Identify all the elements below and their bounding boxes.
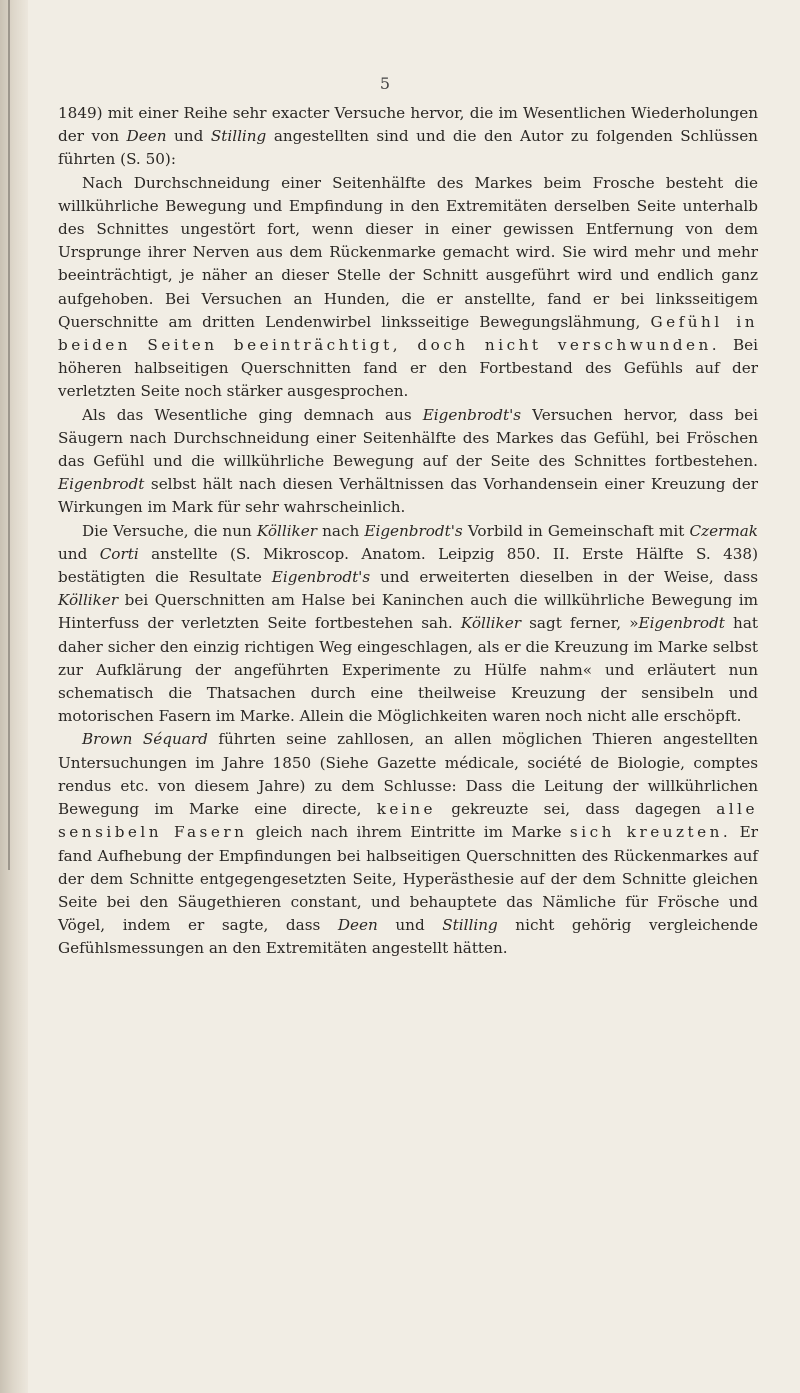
spaced-emphasis: Gefühl in beiden Seiten beeinträchtigt, doch nicht verschwunden. bbox=[58, 312, 758, 355]
italic-name: Kölliker bbox=[256, 521, 318, 540]
text-run: nicht gehörig vergleichende Gefühlsmessungen an den Extremitäten angestellt hätten. bbox=[58, 916, 758, 958]
text-run: 1849) mit einer Reihe sehr exacter Versuche hervor, die im Wesentlichen Wiederholungen der von bbox=[58, 104, 758, 146]
text-run: Er fand Aufhebung der Empfindungen bei halbseitigen Querschnitten des Rückenmarkes auf der dem Schnitte entgegengesetzten Seite, Hyperästhesie auf der dem Schnitte gleichen Seite bei den Säugethieren constant, und behauptete das Nämliche für Frösche und Vögel, indem er sagte, dass bbox=[58, 823, 758, 935]
text-run: und bbox=[377, 916, 443, 935]
text-run: hat daher sicher den einzig richtigen Weg eingeschlagen, als er die Kreuzung im Marke selbst zur Aufklärung der angeführten Experimente zu Hülfe nahm« und erläutert nun schematisch die Thatsachen durch eine theilweise Kreuzung der sensibeln und motorischen Fasern im Marke. Allein die Möglichkeiten waren noch nicht alle erschöpft. bbox=[58, 614, 758, 726]
binding-edge-line bbox=[8, 0, 10, 870]
text-run: nach bbox=[317, 521, 365, 540]
italic-name: Eigenbrodt bbox=[58, 475, 145, 494]
text-run: selbst hält nach diesen Verhältnissen das Vorhandensein einer Kreuzung der Wirkungen im Mark für sehr wahrscheinlich. bbox=[58, 475, 758, 517]
text-run: gleich nach ihrem Eintritte im Marke bbox=[247, 823, 570, 842]
text-run: und erweiterten dieselben in der Weise, dass bbox=[370, 568, 758, 587]
italic-name: Brown Séquard bbox=[82, 730, 208, 749]
spaced-emphasis: alle sensibeln Fasern bbox=[58, 800, 759, 842]
text-run: und bbox=[58, 544, 100, 563]
paragraph bbox=[58, 728, 758, 960]
spaced-emphasis: keine bbox=[376, 800, 437, 819]
text-run: Die Versuche, die nun bbox=[82, 521, 257, 540]
paragraph bbox=[58, 102, 758, 172]
spaced-emphasis: sich kreuzten. bbox=[569, 823, 732, 842]
italic-name: Eigenbrodt bbox=[638, 614, 725, 633]
italic-name: Deen bbox=[337, 916, 378, 935]
text-run: gekreuzte sei, dass dagegen bbox=[436, 800, 717, 819]
text-run: sagt ferner, » bbox=[520, 614, 639, 633]
paragraph bbox=[58, 404, 758, 520]
paragraph bbox=[58, 520, 758, 729]
italic-name: Kölliker bbox=[460, 614, 521, 633]
italic-name: Eigenbrodt's bbox=[422, 405, 522, 424]
italic-name: Eigenbrodt's bbox=[271, 568, 371, 587]
text-run: angestellten sind und die den Autor zu folgenden Schlüssen führten (S. 50): bbox=[58, 127, 758, 169]
page-number: 5 bbox=[379, 74, 391, 93]
italic-name: Stilling bbox=[210, 127, 267, 146]
italic-name: Deen bbox=[126, 127, 167, 146]
body-text bbox=[58, 102, 758, 961]
text-run: Nach Durchschneidung einer Seitenhälfte des Markes beim Frosche besteht die willkührliche Bewegung und Empfindung in den Extremitäten derselben Seite unterhalb des Schnittes ungestört fort, wenn dieser in einer gewissen Entfernung von dem Ursprunge ihrer Nerven aus dem Rückenmarke gemacht wird. Sie wird mehr und mehr beeinträchtigt, je näher an dieser Stelle der Schnitt ausgeführt wird und endlich ganz aufgehoben. Bei Versuchen an Hunden, die er anstellte, fand er bei linksseitigem Querschnitte am dritten Lendenwirbel linksseitige Bewegungslähmung, bbox=[58, 173, 758, 331]
italic-name: Eigenbrodt's bbox=[364, 521, 463, 540]
italic-name: Czermak bbox=[689, 521, 758, 540]
text-run: bei Querschnitten am Halse bei Kaninchen auch die willkührliche Bewegung im Hinterfuss der verletzten Seite fortbestehen sah. bbox=[58, 591, 758, 633]
text-run: Versuchen hervor, dass bei Säugern nach Durchschneidung einer Seitenhälfte des Markes das Gefühl, bei Fröschen das Gefühl und die willkührliche Bewegung auf der Seite des Schnittes fortbestehen. bbox=[58, 405, 758, 471]
text-run: Als das Wesentliche ging demnach aus bbox=[82, 405, 423, 424]
italic-name: Stilling bbox=[442, 916, 498, 935]
italic-name: Kölliker bbox=[58, 591, 119, 610]
paragraph bbox=[58, 172, 758, 404]
text-run: anstellte (S. Mikroscop. Anatom. Leipzig 850. II. Erste Hälfte S. 438) bestätigten die Resultate bbox=[58, 544, 758, 587]
text-run: Vorbild in Gemeinschaft mit bbox=[462, 521, 690, 540]
text-run: und bbox=[166, 127, 211, 146]
text-run: führten seine zahllosen, an allen möglichen Thieren angestellten Untersuchungen im Jahre 1850 (Siehe Gazette médicale, société de Biologie, comptes rendus etc. von diesem Jahre) zu dem Schlusse: Dass die Leitung der willkührlichen Bewegung im Marke eine directe, bbox=[58, 730, 759, 819]
italic-name: Corti bbox=[99, 544, 139, 563]
book-gutter-shadow bbox=[0, 0, 28, 1393]
text-run: Bei höheren halbseitigen Querschnitten fand er den Fortbestand des Gefühls auf der verletzten Seite noch stärker ausgesprochen. bbox=[58, 336, 758, 401]
